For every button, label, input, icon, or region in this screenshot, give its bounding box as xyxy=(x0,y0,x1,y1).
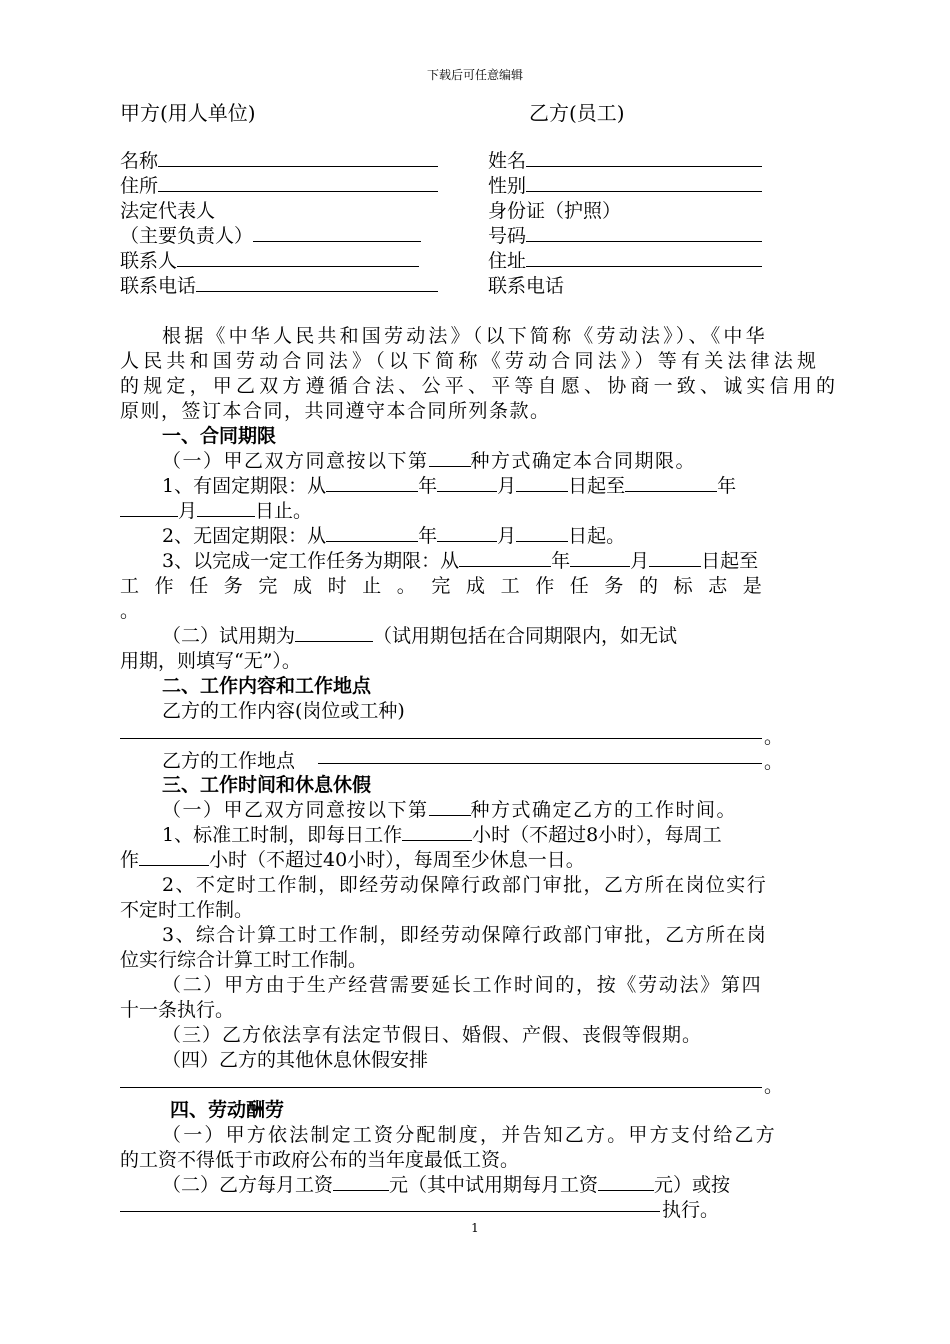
task-start-day[interactable] xyxy=(649,548,701,567)
overtime-line-2: 十一条执行。 xyxy=(120,999,235,1021)
pay-line-2: 的工资不得低于市政府公布的当年度最低工资。 xyxy=(120,1149,520,1171)
field-label-principal: （主要负责人） xyxy=(120,225,254,247)
fixed-end-month[interactable] xyxy=(120,498,178,517)
field-label-full-name: 姓名 xyxy=(488,150,527,172)
leave-line: （三）乙方依法享有法定节假日、婚假、产假、丧假等假期。 xyxy=(162,1024,703,1046)
contact-field[interactable] xyxy=(177,248,419,267)
task-term-label: 3、以完成一定工作任务为期限：从 xyxy=(162,550,460,572)
preamble-line: 人民共和国劳动合同法》（以下简称《劳动合同法》）等有关法律法规 xyxy=(120,350,821,372)
page-header: 下载后可任意编辑 xyxy=(426,68,523,82)
fixed-start-year[interactable] xyxy=(326,473,418,492)
monthly-pay-label: （二）乙方每月工资 xyxy=(162,1174,334,1196)
section-1-heading: 一、合同期限 xyxy=(162,425,277,447)
trial-pay-label: 元（其中试用期每月工资 xyxy=(389,1174,599,1196)
name-field[interactable] xyxy=(158,148,438,167)
fixed-start-month[interactable] xyxy=(437,473,497,492)
id-number-field[interactable] xyxy=(526,223,762,242)
trial-pay-field[interactable] xyxy=(598,1172,654,1191)
field-label-id: 身份证（护照） xyxy=(488,200,622,222)
field-label-contact: 联系人 xyxy=(120,250,178,272)
other-leave-label: （四）乙方的其他休息休假安排 xyxy=(162,1049,429,1071)
task-completion-line: 工作任务完成时止。完成工作任务的标志是 xyxy=(120,575,778,597)
field-label-legal-rep: 法定代表人 xyxy=(120,200,216,222)
field-label-phone-a: 联系电话 xyxy=(120,275,197,297)
fixed-end-year[interactable] xyxy=(625,473,717,492)
s1-intro-end: 种方式确定本合同期限。 xyxy=(470,450,697,472)
work-place-label: 乙方的工作地点 xyxy=(162,750,296,772)
std-hours-note-2: 小时（不超过40小时），每周至少休息一日。 xyxy=(209,849,585,871)
field-label-id-number: 号码 xyxy=(488,225,527,247)
preamble-line: 根据《中华人民共和国劳动法》（以下简称《劳动法》）、《中华 xyxy=(162,325,768,347)
open-term-label: 2、无固定期限：从 xyxy=(162,525,327,547)
term-type-field[interactable] xyxy=(429,448,471,467)
pay-alt-label: 元）或按 xyxy=(654,1174,731,1196)
comp-hours-line-2: 位实行综合计算工时工作制。 xyxy=(120,949,368,971)
field-label-name: 名称 xyxy=(120,150,159,172)
flex-hours-line: 2、不定时工作制，即经劳动保障行政部门审批，乙方所在岗位实行 xyxy=(162,874,768,896)
preamble-line: 的规定，甲乙双方遵循合法、公平、平等自愿、协商一致、诚实信用的 xyxy=(120,375,840,397)
pay-method-end: 执行。 xyxy=(662,1199,720,1221)
task-start-month[interactable] xyxy=(570,548,630,567)
trial-label: （二）试用期为 xyxy=(162,625,296,647)
phone-a-field[interactable] xyxy=(196,273,438,292)
month-label: 月 xyxy=(497,475,517,497)
party-a-title: 甲方(用人单位) xyxy=(120,101,256,125)
year-label: 年 xyxy=(418,475,438,497)
std-hours-label: 1、标准工时制，即每日工作 xyxy=(162,824,403,846)
pay-line-1: （一）甲方依法制定工资分配制度，并告知乙方。甲方支付给乙方 xyxy=(162,1124,777,1146)
preamble-line: 原则，签订本合同，共同遵守本合同所列条款。 xyxy=(120,400,551,422)
open-start-day[interactable] xyxy=(516,523,568,542)
trial-period-field[interactable] xyxy=(295,623,373,642)
page-number: 1 xyxy=(471,1221,479,1235)
daily-hours-field[interactable] xyxy=(402,822,472,841)
pay-method-field[interactable] xyxy=(120,1211,660,1212)
field-label-gender: 性别 xyxy=(488,175,527,197)
s3-intro: （一）甲乙双方同意按以下第 xyxy=(162,799,429,821)
party-b-title: 乙方(员工) xyxy=(529,101,625,125)
year-label: 年 xyxy=(418,525,438,547)
fixed-start-day[interactable] xyxy=(516,473,568,492)
section-4-heading: 四、劳动酬劳 xyxy=(170,1099,285,1121)
s1-intro: （一）甲乙双方同意按以下第 xyxy=(162,450,429,472)
trial-note: （试用期包括在合同期限内，如无试 xyxy=(373,625,678,647)
day-from-label: 日起。 xyxy=(568,525,626,547)
section-3-heading: 三、工作时间和休息休假 xyxy=(162,774,372,796)
work-content-end: 。 xyxy=(764,726,784,748)
field-label-residence: 住址 xyxy=(488,250,527,272)
fixed-term-label: 1、有固定期限：从 xyxy=(162,475,327,497)
field-label-address: 住所 xyxy=(120,175,159,197)
comp-hours-line: 3、综合计算工时工作制，即经劳动保障行政部门审批，乙方所在岗 xyxy=(162,924,768,946)
month-label: 月 xyxy=(630,550,650,572)
gender-field[interactable] xyxy=(526,173,762,192)
month-label: 月 xyxy=(497,525,517,547)
full-name-field[interactable] xyxy=(526,148,762,167)
field-label-phone-b: 联系电话 xyxy=(488,275,565,297)
residence-field[interactable] xyxy=(526,248,762,267)
legal-rep-field[interactable] xyxy=(253,223,421,242)
other-leave-end: 。 xyxy=(764,1075,784,1097)
open-start-year[interactable] xyxy=(326,523,418,542)
section-2-heading: 二、工作内容和工作地点 xyxy=(162,675,372,697)
year-label: 年 xyxy=(551,550,571,572)
weekly-hours-field[interactable] xyxy=(139,847,209,866)
day-to-label: 日起至 xyxy=(568,475,626,497)
work-content-label: 乙方的工作内容(岗位或工种) xyxy=(162,700,405,722)
month-label: 月 xyxy=(178,500,198,522)
address-field[interactable] xyxy=(158,173,438,192)
overtime-line: （二）甲方由于生产经营需要延长工作时间的，按《劳动法》第四 xyxy=(162,974,763,996)
hours-type-field[interactable] xyxy=(429,797,471,816)
flex-hours-line-2: 不定时工作制。 xyxy=(120,899,254,921)
task-start-year[interactable] xyxy=(459,548,551,567)
other-leave-field[interactable] xyxy=(120,1087,762,1088)
work-place-field[interactable] xyxy=(318,763,762,764)
open-start-month[interactable] xyxy=(437,523,497,542)
s3-intro-end: 种方式确定乙方的工作时间。 xyxy=(470,799,738,821)
std-hours-cont: 作 xyxy=(120,849,140,871)
work-place-end: 。 xyxy=(764,751,784,773)
day-end-label: 日止。 xyxy=(255,500,313,522)
trial-note-end: 用期，则填写“无”）。 xyxy=(120,650,301,672)
year-label: 年 xyxy=(717,475,737,497)
monthly-pay-field[interactable] xyxy=(333,1172,389,1191)
work-content-field[interactable] xyxy=(120,738,762,739)
task-period: 。 xyxy=(120,600,140,622)
fixed-end-day[interactable] xyxy=(197,498,255,517)
day-to-label: 日起至 xyxy=(701,550,759,572)
std-hours-note: 小时（不超过8小时），每周工 xyxy=(472,824,722,846)
